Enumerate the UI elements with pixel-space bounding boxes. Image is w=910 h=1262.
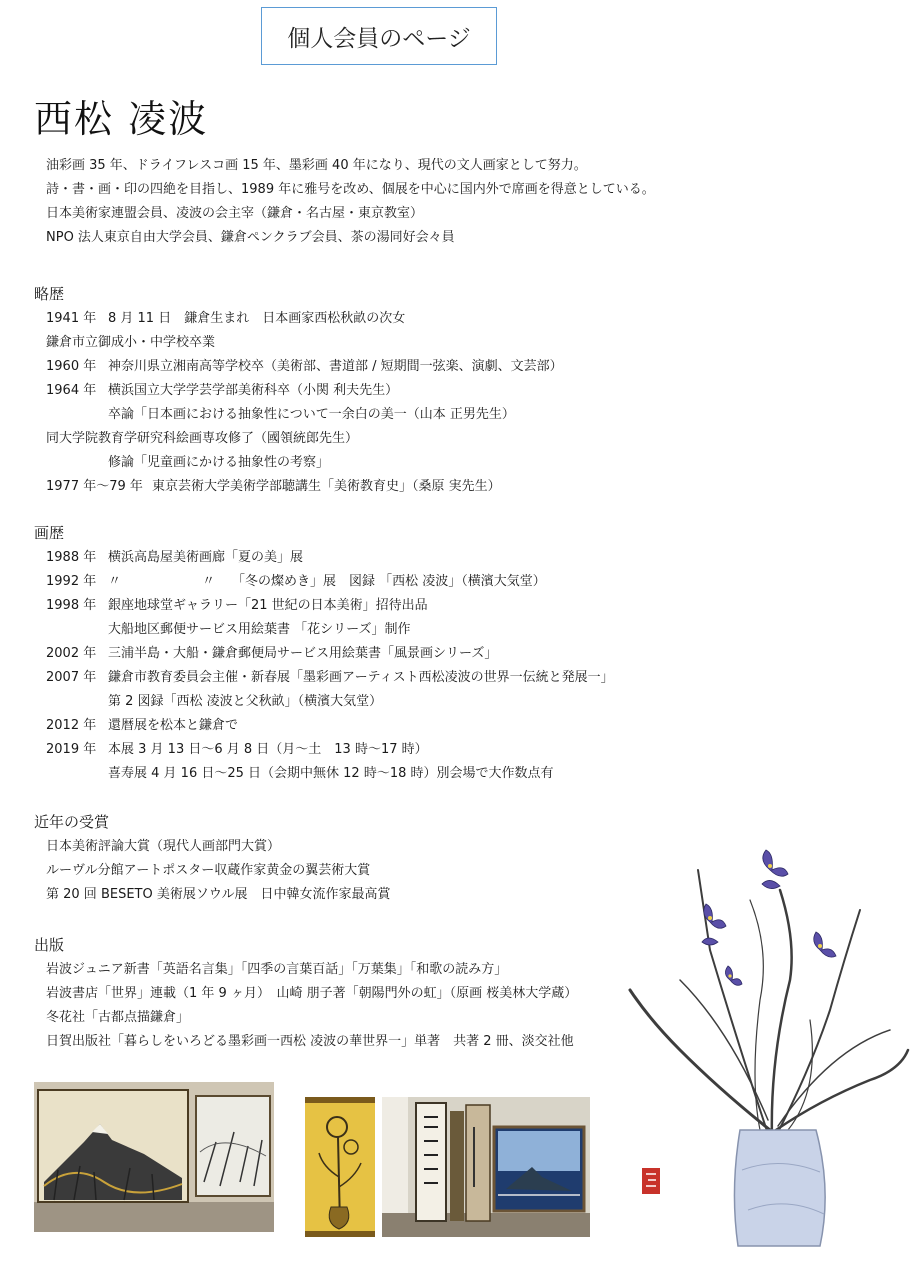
iris-ink-painting	[620, 830, 910, 1258]
year: 2012 年	[46, 718, 97, 733]
history-row	[46, 570, 614, 594]
entry-text: 東京芸術大学美術学部聴講生「美術教育史」（桑原 実先生）	[152, 479, 501, 494]
ditto-mark: 〃	[202, 574, 216, 589]
year: 1998 年	[46, 598, 97, 613]
page-header-box	[261, 7, 497, 65]
entry-text: 横浜高島屋美術画廊「夏の美」展	[108, 550, 304, 565]
year: 2019 年	[46, 742, 97, 757]
entry-text: 修論「児童画にかける抽象性の考察」	[108, 455, 330, 470]
entry-text: 還暦展を松本と鎌倉で	[108, 718, 239, 733]
history-row	[46, 546, 614, 570]
year: 1977 年〜79 年	[46, 479, 143, 494]
biography-row	[46, 307, 563, 331]
publications-list	[46, 958, 577, 1054]
history-row	[46, 594, 614, 618]
page-header-label: 個人会員のページ	[287, 25, 471, 52]
award-item: ルーヴル分館アートポスター収蔵作家黄金の翼芸術大賞	[46, 863, 371, 878]
award-item: 日本美術評論大賞（現代人画部門大賞）	[46, 839, 281, 854]
entry-text: 卒論「日本画における抽象性について一余白の美一（山本 正男先生）	[108, 407, 515, 422]
entry-text: 「冬の燦めき」展 図録 「西松 凌波」（横濱大気堂）	[232, 574, 546, 589]
yellow-scroll-photo	[305, 1097, 375, 1237]
entry-text: 鎌倉市教育委員会主催・新春展「墨彩画アーティスト西松凌波の世界一伝統と発展一」	[108, 670, 614, 685]
history-row	[46, 762, 614, 786]
year: 1992 年	[46, 574, 97, 589]
intro-paragraph	[46, 154, 655, 250]
artist-name: 西松 凌波	[34, 97, 209, 141]
seal-stamp-icon	[642, 1168, 660, 1194]
biography-row	[46, 403, 563, 427]
entry-text: 大船地区郵便サービス用絵葉書 「花シリーズ」制作	[108, 622, 411, 637]
entry-text: 第 2 図録「西松 凌波と父秋畝」（横濱大気堂）	[108, 694, 383, 709]
entry-text: 銀座地球堂ギャラリー「21 世紀の日本美術」招待出品	[108, 598, 428, 613]
history-row	[46, 738, 614, 762]
year: 1941 年	[46, 311, 97, 326]
ditto-mark: 〃	[108, 574, 122, 589]
year: 2002 年	[46, 646, 97, 661]
entry-text: 鎌倉市立御成小・中学校卒業	[46, 335, 216, 350]
gallery-interior-photo	[382, 1097, 590, 1237]
biography-row	[46, 475, 563, 499]
biography-row	[46, 427, 563, 451]
entry-text: 同大学院教育学研究科絵画専攻修了（國領統郎先生）	[46, 431, 359, 446]
entry-text: 8 月 11 日 鎌倉生まれ 日本画家西松秋畝の次女	[108, 311, 406, 326]
biography-row	[46, 331, 563, 355]
intro-line: 日本美術家連盟会員、凌波の会主宰（鎌倉・名古屋・東京教室）	[46, 206, 424, 221]
intro-line: 詩・書・画・印の四絶を目指し、1989 年に雅号を改め、個展を中心に国内外で席画を得意としている。	[46, 182, 655, 197]
history-row	[46, 666, 614, 690]
biography-row	[46, 451, 563, 475]
painting-history-list	[46, 546, 614, 786]
awards-list	[46, 835, 390, 907]
year: 1988 年	[46, 550, 97, 565]
biography-heading: 略歴	[34, 285, 65, 303]
entry-text: 本展 3 月 13 日〜6 月 8 日（月〜土 13 時〜17 時）	[108, 742, 428, 757]
history-row	[46, 618, 614, 642]
year: 1960 年	[46, 359, 97, 374]
biography-row	[46, 379, 563, 403]
entry-text: 三浦半島・大船・鎌倉郵便局サービス用絵葉書「風景画シリーズ」	[108, 646, 498, 661]
painting-history-heading: 画歴	[34, 524, 65, 542]
biography-list	[46, 307, 563, 499]
publication-item: 冬花社「古都点描鎌倉」	[46, 1010, 190, 1025]
year: 2007 年	[46, 670, 97, 685]
award-item: 第 20 回 BESETO 美術展ソウル展 日中韓女流作家最高賞	[46, 887, 391, 902]
entry-text: 喜寿展 4 月 16 日〜25 日（会期中無休 12 時〜18 時）別会場で大作数点有	[108, 766, 554, 781]
history-row	[46, 690, 614, 714]
year: 1964 年	[46, 383, 97, 398]
intro-line: 油彩画 35 年、ドライフレスコ画 15 年、墨彩画 40 年になり、現代の文人画家として努力。	[46, 158, 587, 173]
awards-heading: 近年の受賞	[34, 813, 110, 831]
publications-heading: 出版	[34, 936, 65, 954]
publication-item: 日賀出版社「暮らしをいろどる墨彩画一西松 凌波の華世界一」単著 共著 2 冊、淡交社他	[46, 1034, 574, 1049]
history-row	[46, 642, 614, 666]
publication-item: 岩波書店「世界」連載（1 年 9 ヶ月） 山崎 朋子著「朝陽門外の虹」（原画 桜美林大学蔵）	[46, 986, 578, 1001]
intro-line: NPO 法人東京自由大学会員、鎌倉ペンクラブ会員、茶の湯同好会々員	[46, 230, 455, 245]
history-row	[46, 714, 614, 738]
publication-item: 岩波ジュニア新書「英語名言集」「四季の言葉百話」「万葉集」「和歌の読み方」	[46, 962, 508, 977]
biography-row	[46, 355, 563, 379]
entry-text: 横浜国立大学学芸学部美術科卒（小関 利夫先生）	[108, 383, 399, 398]
exhibition-wall-photo	[34, 1082, 274, 1232]
entry-text: 神奈川県立湘南高等学校卒（美術部、書道部 / 短期間一弦楽、演劇、文芸部）	[108, 359, 563, 374]
